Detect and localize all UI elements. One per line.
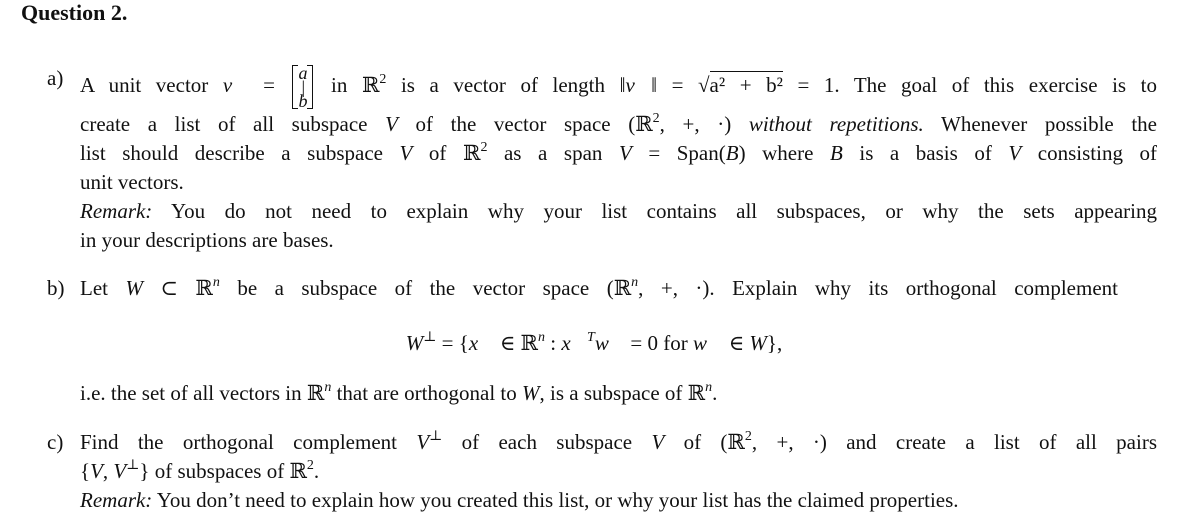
text-segment: , +, ·). Explain why its orthogonal complement [638, 276, 1118, 300]
text-segment: V [399, 141, 413, 165]
text-segment: , +, ·) [659, 112, 749, 136]
part-b-line-1 [80, 275, 1118, 301]
text-segment: v⃗ [222, 72, 249, 97]
question-title: Question 2. [21, 0, 128, 25]
part-b-explanation [80, 380, 717, 406]
text-segment: = Span( [631, 141, 726, 165]
superscript: 2 [652, 111, 660, 126]
superscript: 2 [306, 458, 314, 473]
radicand: a² + b² [709, 72, 783, 97]
text-segment: ‖ = √ [651, 72, 710, 97]
text-segment: { [80, 459, 91, 483]
text-segment: unit vectors. [80, 170, 184, 194]
superscript: ⊥ [423, 330, 437, 345]
text-segment: w⃗ [594, 331, 626, 355]
text-segment: B [829, 141, 843, 165]
text-segment: Remark: [80, 488, 153, 512]
text-segment: x⃗ [561, 331, 588, 355]
text-segment: You do not need to explain why your list contains all subspaces, or why the sets appearing [152, 199, 1157, 223]
text-segment: A unit vector [80, 72, 223, 97]
text-segment: ∈ [723, 331, 750, 355]
text-segment: is a basis of [842, 141, 1009, 165]
superscript: ⊥ [126, 458, 140, 473]
text-segment: V [416, 430, 430, 454]
superscript: n [538, 330, 546, 345]
text-segment: V [618, 141, 632, 165]
text-segment: You don’t need to explain how you created this list, or why your list has the claimed properties. [152, 488, 959, 512]
text-segment: W [749, 331, 767, 355]
text-segment: x⃗ [468, 331, 495, 355]
part-a-line-1 [80, 65, 1157, 109]
text-segment: = 0 for [625, 331, 693, 355]
text-segment: Remark: [80, 199, 153, 223]
text-segment: V [651, 430, 665, 454]
text-segment: V [1008, 141, 1022, 165]
superscript: n [324, 380, 332, 395]
text-segment: }, [766, 331, 783, 355]
text-segment: of the vector space (ℝ [397, 112, 653, 136]
part-c-remark [80, 487, 959, 513]
part-a-label: a) [47, 66, 64, 90]
text-segment: of (ℝ [664, 430, 745, 454]
text-segment: : [545, 331, 562, 355]
part-a-remark [80, 198, 1157, 224]
text-segment: create a list of all subspace [80, 112, 386, 136]
text-segment: Find the orthogonal complement [80, 430, 417, 454]
text-segment: } of subspaces of ℝ [139, 459, 307, 483]
superscript: n [631, 275, 639, 290]
text-segment: ) where [738, 141, 830, 165]
column-vector-matrix [292, 65, 313, 109]
superscript: n [705, 380, 713, 395]
text-segment: , [102, 459, 114, 483]
superscript: n [212, 275, 220, 290]
part-a-line-2 [80, 111, 1157, 137]
matrix-entries: a|b [298, 63, 308, 111]
text-segment: as a span [487, 141, 619, 165]
text-segment: . [712, 381, 718, 405]
text-segment: W [522, 381, 540, 405]
text-segment: ∈ ℝ [494, 331, 539, 355]
part-c-label: c) [47, 430, 64, 454]
text-segment: = [248, 72, 290, 97]
text-segment: Whenever possible the [923, 112, 1157, 136]
text-segment: consisting of [1021, 141, 1158, 165]
part-a-line-4 [80, 169, 184, 195]
text-segment: v⃗ [625, 72, 652, 97]
text-segment: of each subspace [442, 430, 652, 454]
text-segment: Let [80, 276, 126, 300]
text-segment: in your descriptions are bases. [80, 228, 334, 252]
text-segment: V [90, 459, 103, 483]
text-segment: that are orthogonal to [331, 381, 523, 405]
text-segment: w⃗ [693, 331, 724, 355]
text-segment: W [405, 331, 424, 355]
text-segment: is a vector of length ‖ [386, 72, 626, 97]
part-a-remark-end [80, 227, 334, 253]
text-segment: B [725, 141, 739, 165]
text-segment: of ℝ [412, 141, 481, 165]
text-segment: in ℝ [316, 72, 380, 97]
part-c-line-2 [80, 458, 319, 484]
text-segment: W [125, 276, 143, 300]
superscript: ⊥ [429, 429, 443, 444]
part-c-line-1 [80, 429, 1157, 455]
text-segment: i.e. the set of all vectors in ℝ [80, 381, 325, 405]
text-segment: . [313, 459, 320, 483]
text-segment: V [385, 112, 398, 136]
superscript: 2 [744, 429, 752, 444]
text-segment: = { [436, 331, 469, 355]
superscript: 2 [480, 140, 488, 155]
text-segment: V [113, 459, 127, 483]
text-segment: without repetitions. [748, 112, 924, 136]
text-segment: = 1. The goal of this exercise is to [782, 72, 1157, 97]
text-segment: , is a subspace of ℝ [539, 381, 706, 405]
text-segment: , +, ·) and create a list of all pairs [751, 430, 1158, 454]
orthogonal-complement-formula [0, 330, 1188, 356]
superscript: T [587, 330, 595, 345]
text-segment: ⊂ ℝ [142, 276, 213, 300]
part-b-label: b) [47, 276, 65, 300]
superscript: 2 [379, 71, 387, 87]
text-segment: list should describe a subspace [80, 141, 400, 165]
text-segment: be a subspace of the vector space (ℝ [219, 276, 632, 300]
part-a-line-3 [80, 140, 1157, 166]
